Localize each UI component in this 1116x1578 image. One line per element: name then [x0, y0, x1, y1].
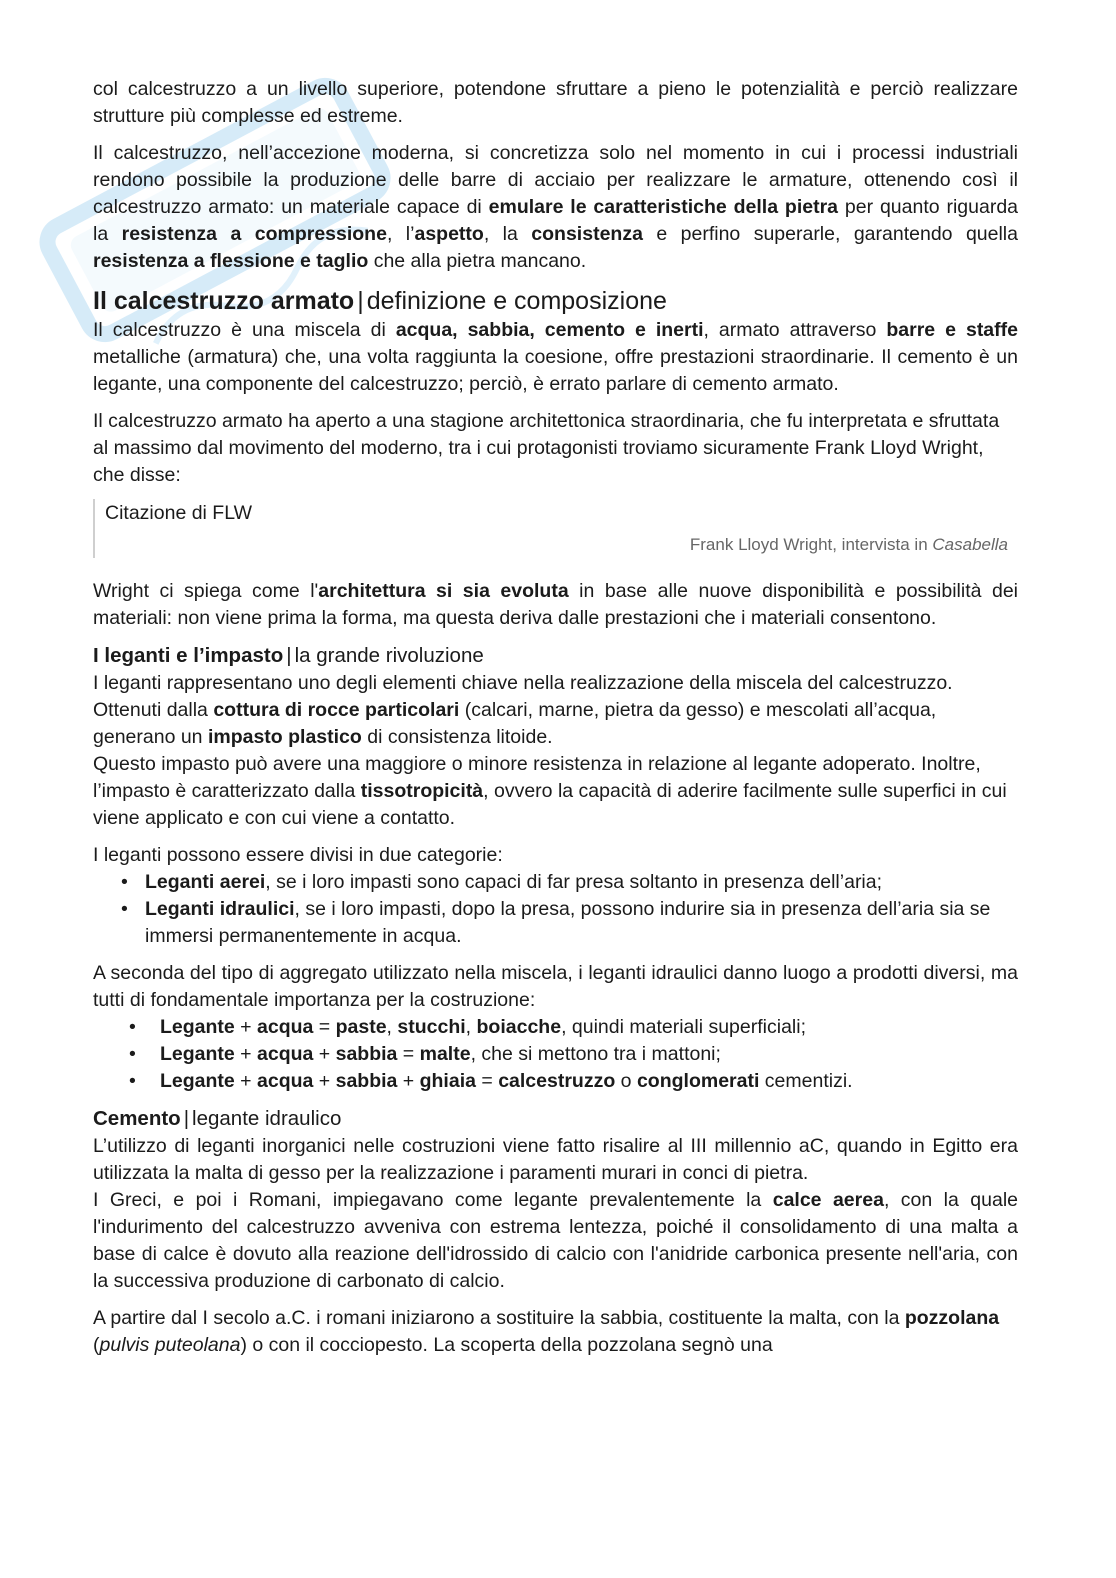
- paragraph-wright: [93, 578, 1018, 632]
- text-run: +: [234, 1043, 257, 1065]
- bold-run: Legante: [160, 1070, 235, 1092]
- bullet-icon: •: [121, 871, 128, 893]
- text-run: Questo impasto può avere una maggiore o minore resistenza in relazione al legante adoperato. Inoltre, l’impasto è caratterizzato dalla: [93, 753, 981, 802]
- text-run: metalliche (armatura) che, una volta raggiunta la coesione, offre prestazioni straordinarie. Il cemento è un legante, una componente del calcestruzzo; perciò, è errato parlare di cemento armato.: [93, 346, 1018, 395]
- text-run: , armato attraverso: [703, 319, 887, 341]
- text-run: cementizi.: [759, 1070, 853, 1092]
- text-run: , la: [483, 223, 532, 245]
- heading-bold: Il calcestruzzo armato: [93, 287, 355, 315]
- text-run: , con la quale l'indurimento del calcestruzzo avveniva con estrema lentezza, poiché il consolidamento di una malta a base di calce è dovuto alla reazione dell'idrossido di calcio con l'anidride carbonica presente nell'aria, con la successiva produzione di carbonato di calcio.: [93, 1189, 1018, 1292]
- heading-subtitle: la grande rivoluzione: [294, 644, 484, 667]
- quote-source: [105, 532, 1008, 558]
- list-item: [93, 869, 1018, 896]
- bullet-icon: •: [129, 1070, 136, 1092]
- bold-run: barre e staffe: [886, 319, 1018, 341]
- bold-run: acqua: [257, 1043, 314, 1065]
- text-run: , se i loro impasti sono capaci di far presa soltanto in presenza dell’aria;: [265, 871, 883, 893]
- section-heading-calcestruzzo-armato: [93, 285, 1018, 317]
- paragraph-categorie: I leganti possono essere divisi in due categorie:: [93, 844, 503, 866]
- bold-run: resistenza a flessione e taglio: [93, 250, 369, 272]
- paragraph-pozzolana: [93, 1305, 1018, 1359]
- bullet-icon: •: [129, 1016, 136, 1038]
- heading-separator: |: [183, 1107, 190, 1130]
- bold-run: Leganti idraulici: [145, 898, 295, 920]
- bold-run: sabbia: [335, 1070, 398, 1092]
- text-run: , che si mettono tra i mattoni;: [470, 1043, 721, 1065]
- bold-run: sabbia: [335, 1043, 398, 1065]
- paragraph-leganti-intro: [93, 670, 1018, 751]
- bold-run: calce aerea: [772, 1189, 884, 1211]
- text-run: =: [397, 1043, 420, 1065]
- text-run: ) o con il cocciopesto. La scoperta della pozzolana segnò una: [240, 1334, 773, 1356]
- text-run: +: [234, 1070, 257, 1092]
- text-run: +: [313, 1043, 336, 1065]
- bold-run: stucchi: [397, 1016, 466, 1038]
- bold-run: architettura si sia evoluta: [318, 580, 569, 602]
- text-run: =: [475, 1070, 499, 1092]
- blockquote: [93, 499, 1018, 558]
- text-run: , se i loro impasti, dopo la presa, possono indurire sia in presenza dell’aria sia se immersi permanentemente in acqua.: [145, 898, 991, 947]
- document-page: [93, 76, 1018, 1369]
- text-run: (calcari, marne, pietra da gesso) e mescolati all’acqua, generano un: [93, 699, 937, 748]
- text-run: che alla pietra mancano.: [368, 250, 587, 272]
- bold-run: Legante: [160, 1016, 235, 1038]
- paragraph-aggregato: A seconda del tipo di aggregato utilizzato nella miscela, i leganti idraulici danno luogo a prodotti diversi, ma tutti di fondamentale importanza per la costruzione:: [93, 962, 1018, 1011]
- text-run: in base alle nuove disponibilità e possibilità dei materiali: non viene prima la forma, ma questa deriva dalle prestazioni che i materiali consentono.: [93, 580, 1019, 629]
- paragraph-definition: [93, 317, 1018, 398]
- bold-run: malte: [419, 1043, 471, 1065]
- bold-run: conglomerati: [636, 1070, 760, 1092]
- bold-run: resistenza a compressione: [121, 223, 387, 245]
- bold-run: aspetto: [414, 223, 484, 245]
- bullet-icon: •: [121, 898, 128, 920]
- heading-subtitle: definizione e composizione: [366, 287, 667, 315]
- text-run: A partire dal I secolo a.C. i romani iniziarono a sostituire la sabbia, costituente la malta, con la: [93, 1307, 905, 1329]
- paragraph-intro: [93, 76, 1018, 130]
- text-run: ,: [465, 1016, 477, 1038]
- bold-run: emulare le caratteristiche della pietra: [488, 196, 839, 218]
- text-run: =: [313, 1016, 336, 1038]
- list-leganti-categorie: [93, 869, 1018, 950]
- bold-run: boiacche: [476, 1016, 562, 1038]
- list-item: [93, 1041, 1018, 1068]
- text-run: e perfino superarle, garantendo quella: [642, 223, 1018, 245]
- text-run: Wright ci spiega come l': [93, 580, 319, 602]
- heading-bold: I leganti e l’impasto: [93, 644, 284, 667]
- section-heading-leganti: [93, 642, 1018, 670]
- text-run: +: [313, 1070, 336, 1092]
- text-run: (: [93, 1334, 100, 1356]
- bold-run: consistenza: [531, 223, 643, 245]
- bold-run: impasto plastico: [207, 726, 362, 748]
- list-item: [93, 896, 1018, 950]
- text-run: ,: [386, 1016, 398, 1038]
- bold-run: Legante: [160, 1043, 235, 1065]
- italic-run: pulvis puteolana: [99, 1334, 241, 1356]
- bold-run: cottura di rocce particolari: [213, 699, 460, 721]
- paragraph-egitto: L’utilizzo di leganti inorganici nelle costruzioni viene fatto risalire al III millennio aC, quando in Egitto era utilizzata la malta di gesso per la realizzazione i paramenti murari in conci di pietra.: [93, 1135, 1018, 1184]
- bold-run: acqua: [257, 1070, 314, 1092]
- quote-source-publication: Casabella: [932, 535, 1008, 554]
- bold-run: ghiaia: [419, 1070, 476, 1092]
- text-run: +: [234, 1016, 257, 1038]
- text-run: I Greci, e poi i Romani, impiegavano come legante prevalentemente la: [93, 1189, 773, 1211]
- text-run: , l’: [386, 223, 415, 245]
- text-run: I leganti rappresentano uno degli elementi chiave nella realizzazione della miscela del calcestruzzo. Ottenuti dalla: [93, 672, 953, 721]
- paragraph-greci-romani: [93, 1187, 1018, 1295]
- heading-separator: |: [286, 644, 292, 667]
- bullet-icon: •: [129, 1043, 136, 1065]
- bold-run: calcestruzzo: [498, 1070, 616, 1092]
- heading-subtitle: legante idraulico: [192, 1107, 342, 1130]
- text-run: col calcestruzzo a un livello superiore, potendone sfruttare a pieno le potenzialità e perciò realizzare strutture più complesse ed estreme.: [93, 78, 1018, 127]
- bold-run: acqua: [257, 1016, 314, 1038]
- list-item: [93, 1068, 1018, 1095]
- paragraph-modern-concrete: [93, 140, 1018, 275]
- bold-run: acqua, sabbia, cemento e inerti: [395, 319, 704, 341]
- heading-separator: |: [357, 287, 364, 315]
- text-run: per quanto riguarda la: [93, 196, 1019, 245]
- text-run: +: [397, 1070, 420, 1092]
- list-prodotti: [93, 1014, 1018, 1095]
- text-run: , ovvero la capacità di aderire facilmente sulle superfici in cui viene applicato e con cui viene a contatto.: [93, 780, 1007, 829]
- text-run: , quindi materiali superficiali;: [561, 1016, 807, 1038]
- quote-text: Citazione di FLW: [105, 502, 253, 524]
- quote-source-author: Frank Lloyd Wright, intervista in: [689, 535, 933, 554]
- bold-run: tissotropicità: [360, 780, 484, 802]
- bold-run: Leganti aerei: [145, 871, 266, 893]
- heading-bold: Cemento: [93, 1107, 181, 1130]
- list-item: [93, 1014, 1018, 1041]
- bold-run: pozzolana: [904, 1307, 1000, 1329]
- text-run: Il calcestruzzo, nell’accezione moderna, si concretizza solo nel momento in cui i processi industriali rendono possibile la produzione delle barre di acciaio per realizzare le armature, ottenendo così il calcestruzzo armato: un materiale capace di: [93, 142, 1018, 218]
- bold-run: paste: [335, 1016, 387, 1038]
- text-run: di consistenza litoide.: [361, 726, 553, 748]
- paragraph-architecture: Il calcestruzzo armato ha aperto a una stagione architettonica straordinaria, che fu interpretata e sfruttata al massimo dal movimento del moderno, tra i cui protagonisti troviamo sicuramente Frank Lloyd Wright, che disse:: [93, 410, 1000, 486]
- text-run: Il calcestruzzo è una miscela di: [93, 319, 396, 341]
- section-heading-cemento: [93, 1105, 1018, 1133]
- text-run: o: [615, 1070, 637, 1092]
- paragraph-tissotropicita: [93, 751, 1018, 832]
